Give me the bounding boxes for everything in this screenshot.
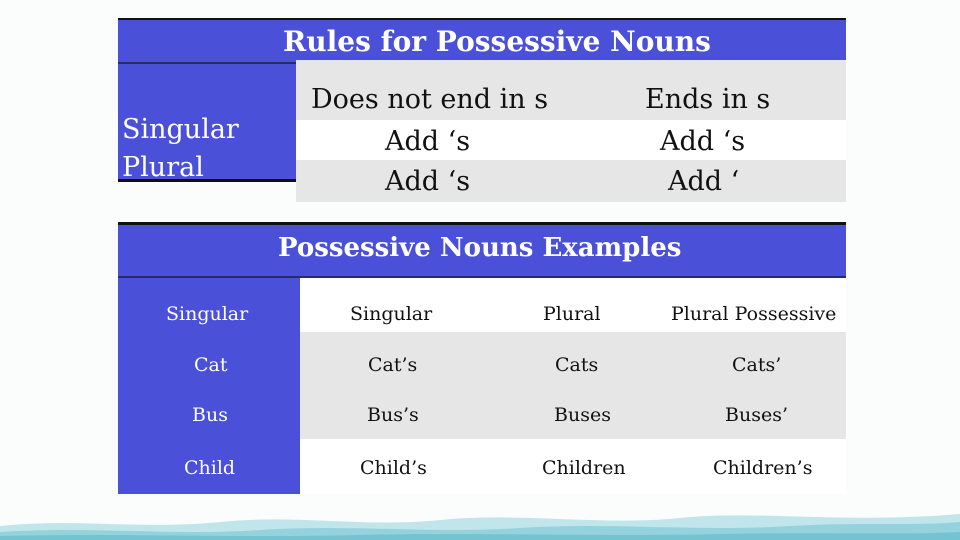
rules-cell-plural-no-s: Add ‘s [385,166,471,197]
rules-row-label-plural: Plural [122,152,204,183]
examples-row-cat-col4: Cats’ [732,354,782,376]
examples-row-bus-col2: Bus’s [367,404,419,426]
examples-row-cat-col3: Cats [555,354,599,376]
rules-header-no-s: Does not end in s [311,84,549,115]
rules-table [118,18,846,197]
rules-cell-singular-ends-s: Add ‘s [660,126,746,157]
rules-cell-singular-no-s: Add ‘s [385,126,471,157]
rules-header-ends-s: Ends in s [645,84,771,115]
examples-row-bus-col4: Buses’ [725,404,788,426]
examples-row-cat-col2: Cat’s [368,354,418,376]
examples-header-col2: Singular [350,303,433,325]
examples-header-col3: Plural [543,303,601,325]
examples-row-child-col3: Children [542,457,626,479]
rules-row-plural-bg [296,160,846,202]
examples-row-cat-col1: Cat [194,354,228,376]
title-divider [118,62,296,64]
decorative-wave [0,500,960,540]
examples-row-bus-col1: Bus [192,404,228,426]
rules-title: Rules for Possessive Nouns [283,25,711,58]
examples-row-bus-col3: Buses [554,404,611,426]
examples-row-child-col1: Child [184,457,236,479]
examples-table [118,222,846,494]
examples-row-child-col4: Children’s [713,457,813,479]
rules-row-singular-bg [296,120,846,160]
rules-cell-plural-ends-s: Add ‘ [668,166,740,197]
examples-row-child-col2: Child’s [360,457,427,479]
examples-title: Possessive Nouns Examples [278,233,682,263]
examples-header-col4: Plural Possessive [671,303,837,325]
rules-row-label-singular: Singular [122,114,239,145]
examples-header-col1: Singular [166,303,249,325]
